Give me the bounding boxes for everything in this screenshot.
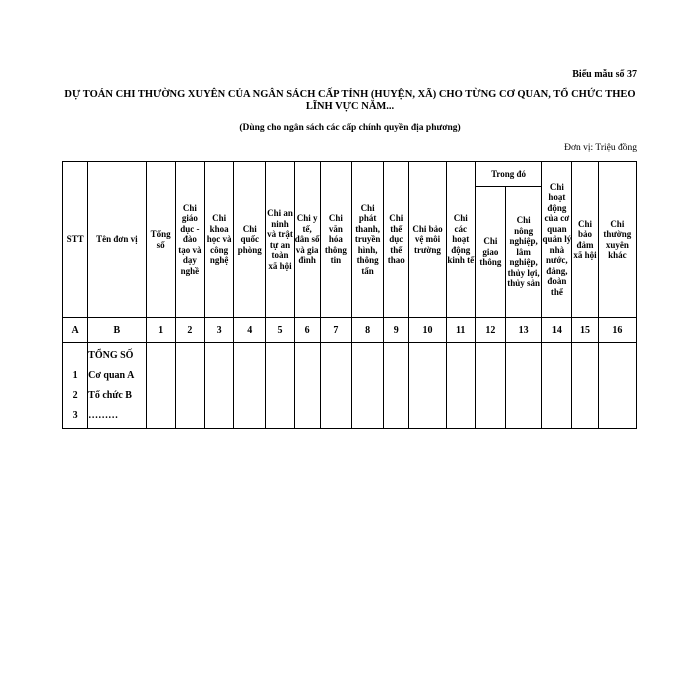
header-giao-thong: Chi giao thông xyxy=(475,187,505,318)
col-index: 10 xyxy=(409,318,446,343)
data-cell xyxy=(266,343,294,429)
data-cell xyxy=(320,343,351,429)
header-giao-duc: Chi giáo dục - đào tạo và dạy nghề xyxy=(175,162,204,318)
data-cell xyxy=(446,343,475,429)
col-index: 12 xyxy=(475,318,505,343)
unit-name: Cơ quan A xyxy=(88,370,135,381)
stt-value: 3 xyxy=(72,410,78,421)
data-cell xyxy=(175,343,204,429)
data-cell xyxy=(351,343,383,429)
header-dam-bao-xa-hoi: Chi bảo đảm xã hội xyxy=(572,162,598,318)
header-trong-do: Trong đó xyxy=(475,162,541,187)
data-cell xyxy=(294,343,320,429)
col-index: 11 xyxy=(446,318,475,343)
document-subtitle: (Dùng cho ngân sách các cấp chính quyền địa phương) xyxy=(239,123,461,133)
col-index: 14 xyxy=(542,318,572,343)
header-quan-ly: Chi hoạt động của cơ quan quản lý nhà nước, đảng, đoàn thể xyxy=(542,162,572,318)
header-kinh-te: Chi các hoạt động kinh tế xyxy=(446,162,475,318)
data-cell xyxy=(475,343,505,429)
data-cell xyxy=(542,343,572,429)
table-body-row xyxy=(63,343,637,429)
col-index: 1 xyxy=(146,318,175,343)
budget-table xyxy=(62,161,637,429)
data-cell xyxy=(409,343,446,429)
header-tong-so: Tổng số xyxy=(146,162,175,318)
column-index-row xyxy=(63,318,637,343)
header-the-duc: Chi thể dục thể thao xyxy=(384,162,409,318)
form-number: Biểu mẫu số 37 xyxy=(572,69,637,80)
unit-name: Tổ chức B xyxy=(88,390,132,401)
header-khoa-hoc: Chi khoa học và công nghệ xyxy=(204,162,233,318)
col-index: 3 xyxy=(204,318,233,343)
header-stt: STT xyxy=(63,162,88,318)
header-y-te: Chi y tế, dân số và gia đình xyxy=(294,162,320,318)
header-phat-thanh: Chi phát thanh, truyền hình, thông tấn xyxy=(351,162,383,318)
header-ten-don-vi: Tên đơn vị xyxy=(88,162,146,318)
unit-label: Đơn vị: Triệu đồng xyxy=(564,143,637,153)
col-index: B xyxy=(88,318,146,343)
col-index: 9 xyxy=(384,318,409,343)
data-cell xyxy=(384,343,409,429)
data-cell xyxy=(146,343,175,429)
stt-value: 1 xyxy=(72,370,78,381)
header-quoc-phong: Chi quốc phòng xyxy=(234,162,266,318)
col-index: 4 xyxy=(234,318,266,343)
header-row-1 xyxy=(63,162,637,187)
document-title: DỰ TOÁN CHI THƯỜNG XUYÊN CỦA NGÂN SÁCH CẤP TỈNH (HUYỆN, XÃ) CHO TỪNG CƠ QUAN, TỔ CHỨC THEO LĨNH VỰC NĂM... xyxy=(64,89,636,112)
col-index: 8 xyxy=(351,318,383,343)
col-index: 2 xyxy=(175,318,204,343)
stt-value: 2 xyxy=(72,390,78,401)
data-cell xyxy=(572,343,598,429)
header-khac: Chi thường xuyên khác xyxy=(598,162,636,318)
header-bao-ve-moi-truong: Chi bảo vệ môi trường xyxy=(409,162,446,318)
unit-name-total: TỔNG SỐ xyxy=(88,350,134,361)
unit-name: ……… xyxy=(88,410,119,421)
col-index: 6 xyxy=(294,318,320,343)
data-cell xyxy=(234,343,266,429)
unit-names-cell xyxy=(88,343,146,429)
col-index: 7 xyxy=(320,318,351,343)
data-cell xyxy=(598,343,636,429)
stt-value xyxy=(63,348,87,368)
col-index: A xyxy=(63,318,88,343)
data-cell xyxy=(204,343,233,429)
stt-cell xyxy=(63,343,88,429)
col-index: 5 xyxy=(266,318,294,343)
header-van-hoa: Chi văn hóa thông tin xyxy=(320,162,351,318)
col-index: 15 xyxy=(572,318,598,343)
header-an-ninh: Chi an ninh và trật tự an toàn xã hội xyxy=(266,162,294,318)
data-cell xyxy=(506,343,542,429)
col-index: 16 xyxy=(598,318,636,343)
col-index: 13 xyxy=(506,318,542,343)
header-nong-nghiep: Chi nông nghiệp, lâm nghiệp, thủy lợi, thủy sản xyxy=(506,187,542,318)
